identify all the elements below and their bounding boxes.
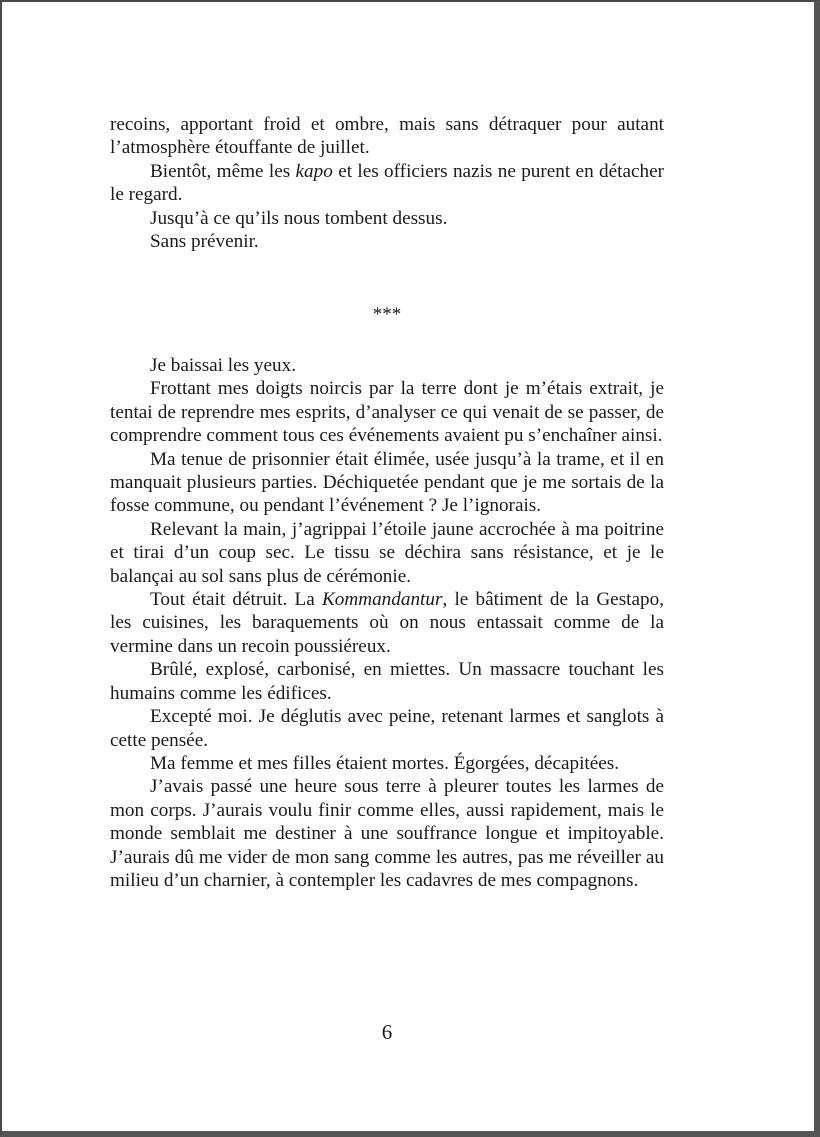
paragraph: Ma femme et mes filles étaient mortes. Égorgées, décapitées. xyxy=(150,752,620,774)
paragraph xyxy=(110,588,664,658)
paragraph: Frottant mes doigts noircis par la terre dont je m’étais extrait, je tentai de reprendre mes esprits, d’analyser ce qui venait de se passer, de comprendre comment tous ces événements avaient pu s’enchaîner ainsi. xyxy=(110,378,664,447)
paragraph: J’avais passé une heure sous terre à pleurer toutes les larmes de mon corps. J’aurais voulu finir comme elles, aussi rapidement, mais le monde semblait me destiner à une souffrance longue et impitoyable. J’aurais dû me vider de mon sang comme les autres, pas me réveiller au milieu d’un charnier, à contempler les cadavres de mes compagnons. xyxy=(110,776,664,891)
text-block-top xyxy=(110,113,664,253)
text-run: Tout était détruit. La xyxy=(150,589,322,611)
paragraph: Sans prévenir. xyxy=(150,231,259,253)
page-number: 6 xyxy=(381,1020,393,1044)
paragraph xyxy=(110,160,664,207)
italic-term: kapo xyxy=(295,160,333,182)
text-run: et les officiers nazis ne purent en détacher le regard. xyxy=(110,160,664,206)
text-run: , le bâtiment de la Gestapo, les cuisines, les baraquements où on nous entassait comme de la vermine dans un recoin poussiéreux. xyxy=(110,589,664,657)
section-separator: *** xyxy=(372,304,402,325)
text-block-bottom xyxy=(110,354,664,892)
paragraph: Excepté moi. Je déglutis avec peine, retenant larmes et sanglots à cette pensée. xyxy=(110,706,664,751)
paragraph: Je baissai les yeux. xyxy=(150,355,297,376)
paragraph: Jusqu’à ce qu’ils nous tombent dessus. xyxy=(150,207,448,229)
paragraph: Relevant la main, j’agrippai l’étoile jaune accrochée à ma poitrine et tirai d’un coup sec. Le tissu se déchira sans résistance, et je le balançai au sol sans plus de cérémonie. xyxy=(110,518,664,587)
paragraph: Ma tenue de prisonnier était élimée, usée jusqu’à la trame, et il en manquait plusieurs parties. Déchiquetée pendant que je me sortais de la fosse commune, ou pendant l’événement ? Je l’ignorais. xyxy=(110,448,664,517)
paragraph: Brûlé, explosé, carbonisé, en miettes. Un massacre touchant les humains comme les édifices. xyxy=(110,659,664,704)
text-run: Bientôt, même les xyxy=(150,160,296,182)
italic-term: Kommandantur xyxy=(321,589,443,611)
paragraph: recoins, apportant froid et ombre, mais sans détraquer pour autant l’atmosphère étouffante de juillet. xyxy=(110,114,664,159)
